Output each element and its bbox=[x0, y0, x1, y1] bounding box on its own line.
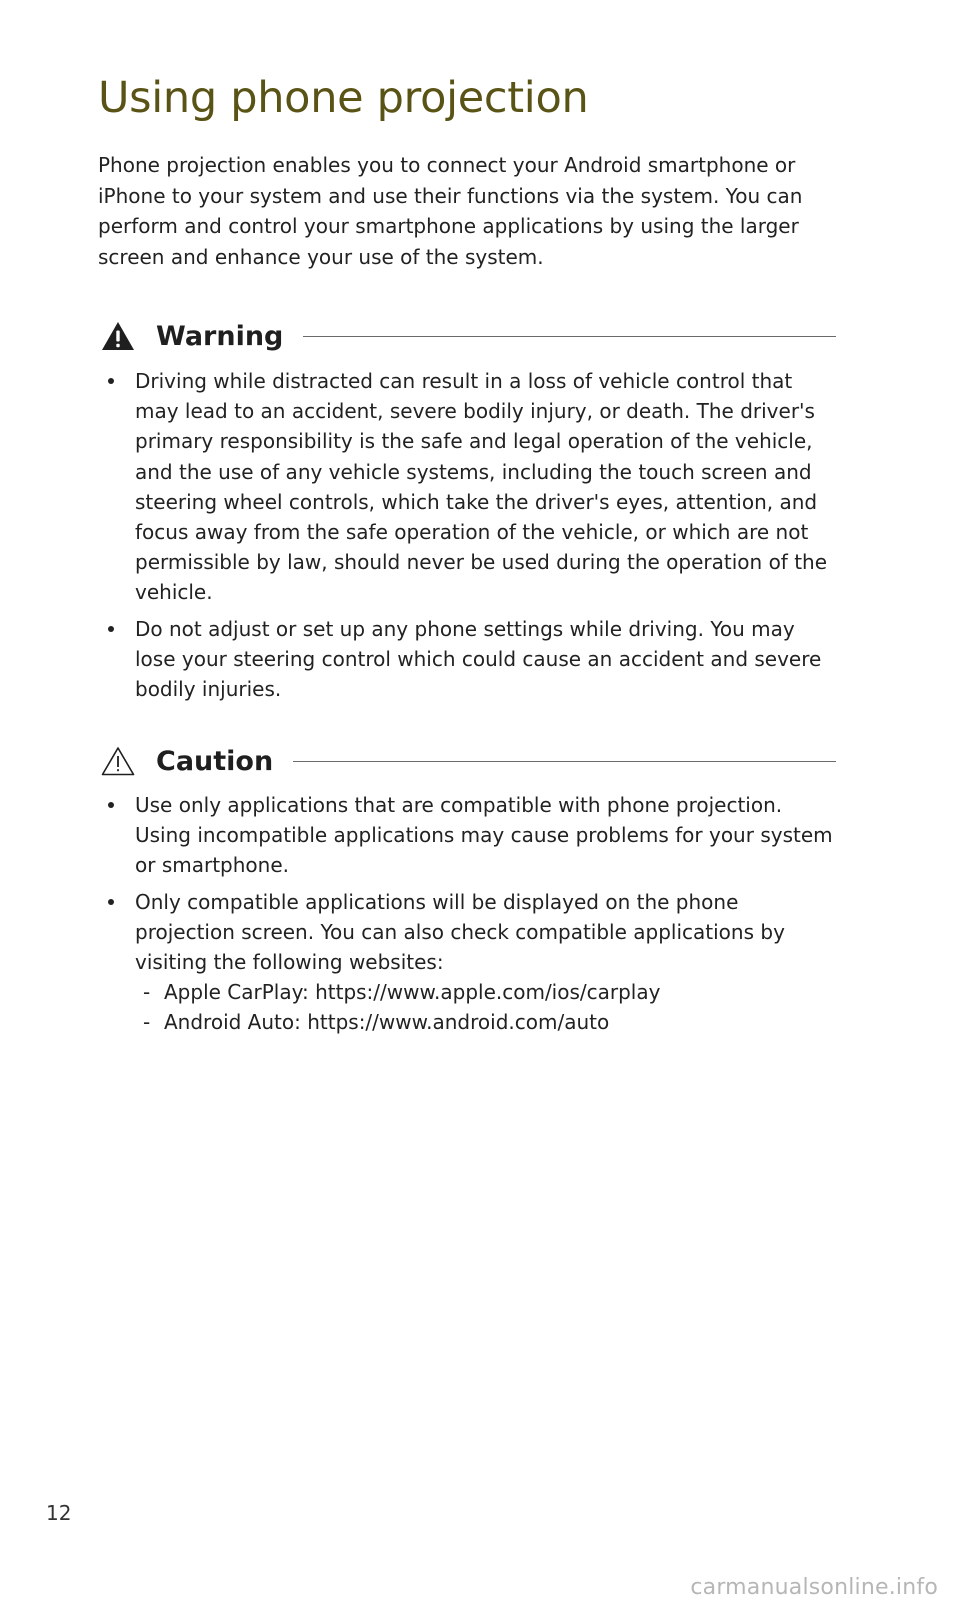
footer-watermark: carmanualsonline.info bbox=[690, 1575, 938, 1600]
warning-item-text: Driving while distracted can result in a loss of vehicle control that may lead to an accident, severe bodily injury, or death. The driver's primary responsibility is the safe and legal operation of the vehicle, and the use of any vehicle systems, including the touch screen and steering wheel controls, which take the driver's eyes, attention, and focus away from the safe operation of the vehicle, or which are not permissible by law, should never be used during the operation of the vehicle. bbox=[135, 369, 828, 605]
warning-heading bbox=[100, 316, 836, 356]
website-item bbox=[135, 1007, 841, 1037]
warning-item-text: Do not adjust or set up any phone settings while driving. You may lose your steering control which could cause an accident and severe bodily injuries. bbox=[135, 616, 822, 702]
intro-paragraph: Phone projection enables you to connect your Android smartphone or iPhone to your system and use their functions via the system. You can perform and control your smartphone applications by using the larger screen and enhance your use of the system. bbox=[98, 153, 803, 269]
caution-divider bbox=[293, 761, 836, 762]
warning-list bbox=[106, 366, 841, 710]
warning-divider bbox=[303, 336, 836, 337]
page-title: Using phone projection bbox=[98, 73, 589, 123]
dash-marker: - bbox=[143, 980, 151, 1005]
website-item-text: Android Auto: https://www.android.com/auto bbox=[164, 1010, 610, 1035]
dash-marker: - bbox=[143, 1010, 151, 1035]
caution-item-text: Only compatible applications will be displayed on the phone projection screen. You can also check compatible applications by visiting the following websites: bbox=[135, 889, 785, 975]
list-item bbox=[106, 366, 841, 608]
bullet-dot bbox=[108, 626, 114, 632]
list-item bbox=[106, 790, 841, 881]
caution-item-text: Use only applications that are compatible with phone projection. Using incompatible applications may cause problems for your system or smartphone. bbox=[135, 793, 833, 878]
caution-list bbox=[106, 790, 841, 1044]
bullet-dot bbox=[108, 802, 114, 808]
website-item-text: Apple CarPlay: https://www.apple.com/ios/carplay bbox=[164, 980, 661, 1005]
page-number: 12 bbox=[46, 1501, 72, 1525]
caution-label: Caution bbox=[156, 745, 274, 777]
warning-label: Warning bbox=[156, 320, 284, 352]
warning-triangle-filled-icon bbox=[100, 319, 136, 353]
list-item bbox=[106, 614, 841, 705]
caution-triangle-outline-icon bbox=[100, 744, 136, 778]
bullet-dot bbox=[108, 378, 114, 384]
website-item bbox=[135, 977, 841, 1007]
caution-heading bbox=[100, 741, 836, 781]
list-item bbox=[106, 887, 841, 1038]
bullet-dot bbox=[108, 899, 114, 905]
website-list bbox=[135, 977, 841, 1037]
